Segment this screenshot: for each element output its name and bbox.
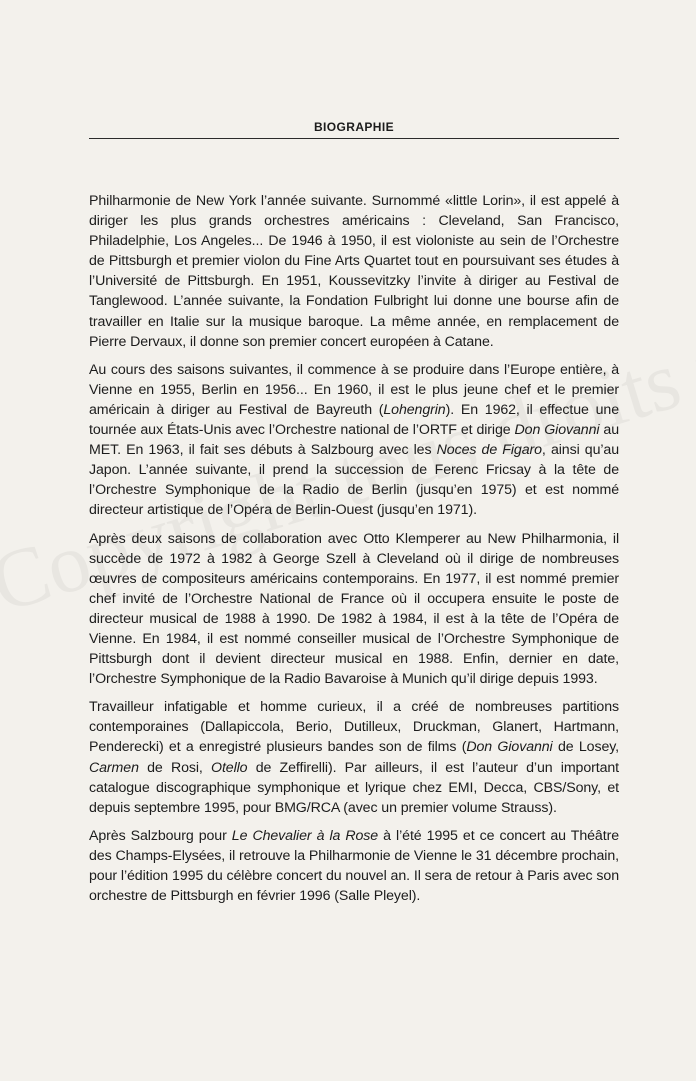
biography-body xyxy=(89,191,619,914)
text-segment: de Losey, xyxy=(552,739,620,756)
italic-title: Le Chevalier à la Rose xyxy=(231,827,379,844)
italic-title: Lohengrin xyxy=(383,401,446,418)
italic-title: Carmen xyxy=(89,759,139,776)
paragraph-2 xyxy=(89,360,619,521)
italic-title: Otello xyxy=(211,759,248,776)
italic-title: Don Giovanni xyxy=(466,739,553,756)
text-segment: de Zeffirelli). Par ailleurs, il est l’auteur d’un important catalogue discographique symphonique et lyrique chez EMI, Decca, CBS/Sony, et depuis septembre 1995, pour BMG/RCA (avec un premier volume Strauss). xyxy=(89,759,620,816)
text-segment: Au cours des saisons suivantes, il commence à se produire dans l’Europe entière, à Vienne en 1955, Berlin en 1956... En 1960, il est le plus jeune chef et le premier américain à diriger au Festival de Bayreuth ( xyxy=(89,361,619,418)
paragraph-1 xyxy=(89,191,619,352)
paragraph-4 xyxy=(89,697,619,818)
paragraph-5 xyxy=(89,826,619,906)
text-segment: Travailleur infatigable et homme curieux, il a créé de nombreuses partitions contemporaines (Dallapiccola, Berio, Dutilleux, Druckman, Glanert, Hartmann, Penderecki) et a enregistré plusieurs bandes son de films ( xyxy=(89,699,619,756)
italic-title: Don Giovanni xyxy=(514,422,600,439)
page-header xyxy=(89,118,619,139)
text-segment: Philharmonie de New York l’année suivante. Surnommé «little Lorin», il est appelé à diriger les plus grands orchestres américains : Cleveland, San Francisco, Philadelphie, Los Angeles... De 1946 à 1950, il est violoniste au sein de l’Orchestre de Pittsburgh et premier violon du Fine Arts Quartet tout en poursuivant ses études à l’Université de Pittsburgh. En 1951, Koussevitzky l’invite à diriger au Festival de Tanglewood. L’année suivante, la Fondation Fulbright lui donne une bourse afin de travailler en Italie sur la musique baroque. La même année, en remplacement de Pierre Dervaux, il donne son premier concert européen à Catane. xyxy=(89,193,619,350)
page-title: BIOGRAPHIE xyxy=(313,120,394,134)
text-segment: de Rosi, xyxy=(138,759,212,776)
text-segment: au MET. En 1963, il fait ses débuts à Salzbourg avec les xyxy=(89,422,619,459)
text-segment: ). En 1962, il effectue une tournée aux États-Unis avec l’Orchestre national de l’ORTF et dirige xyxy=(89,401,619,439)
italic-title: Noces de Figaro xyxy=(436,442,542,459)
text-segment: Après deux saisons de collaboration avec Otto Klemperer au New Philharmonia, il succède de 1972 à 1982 à George Szell à Cleveland où il dirige de nombreuses œuvres de compositeurs américains contemporains. En 1977, il est nommé premier chef invité de l’Orchestre National de France où il occupera ensuite le poste de directeur musical de 1988 à 1990. De 1982 à 1984, il est à la tête de l’Opéra de Vienne. En 1984, il est nommé conseiller musical de l’Orchestre Symphonique de Pittsburgh dont il devient directeur musical en 1988. Enfin, dernier en date, l’Orchestre Symphonique de la Radio Bavaroise à Munich qu’il dirige depuis 1993. xyxy=(89,530,619,688)
text-segment: à l’été 1995 et ce concert au Théâtre des Champs-Elysées, il retrouve la Philharmonie de Vienne le 31 décembre prochain, pour l’édition 1995 du célèbre concert du nouvel an. Il sera de retour à Paris avec son orchestre de Pittsburgh en février 1996 (Salle Pleyel). xyxy=(89,827,619,905)
text-segment: Après Salzbourg pour xyxy=(89,827,232,844)
paragraph-3 xyxy=(89,529,619,690)
text-segment: , ainsi qu’au Japon. L’année suivante, il prend la succession de Ferenc Fricsay à la tête de l’Orchestre Symphonique de la Radio de Berlin (jusqu’en 1975) et est nommé directeur artistique de l’Opéra de Berlin-Ouest (jusqu’en 1971). xyxy=(89,442,620,519)
